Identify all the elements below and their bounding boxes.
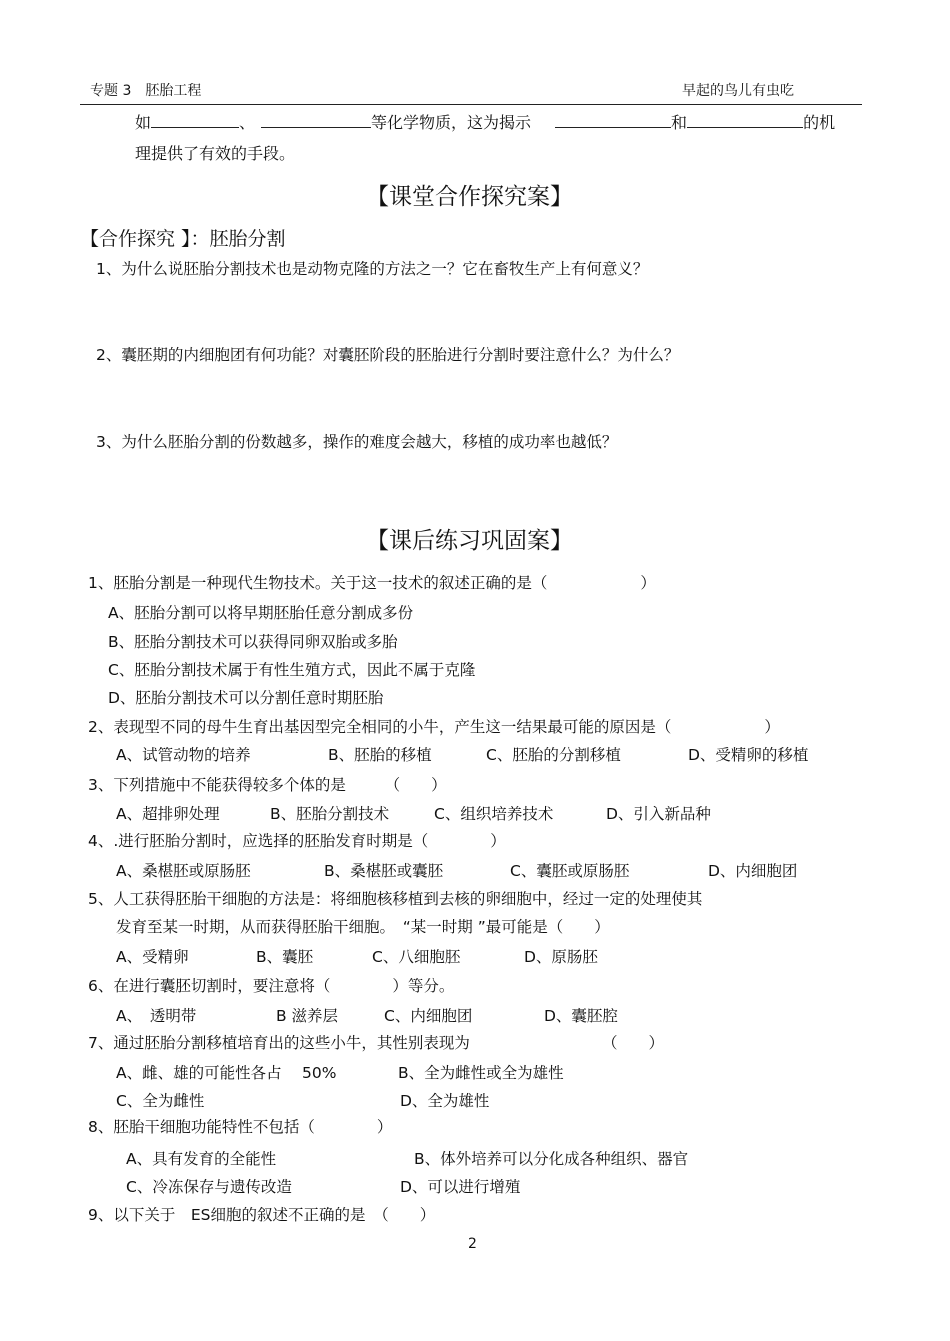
q8-option-c: C、冷冻保存与遗传改造 <box>126 1178 292 1196</box>
blank-3 <box>555 111 671 128</box>
section-subtitle: 【合作探究 】：胚胎分割 <box>80 228 286 250</box>
q5-option-b: B、囊胚 <box>256 948 314 966</box>
question-3: 3、为什么胚胎分割的份数越多，操作的难度会越大，移植的成功率也越低？ <box>96 433 618 451</box>
q8-option-d: D、可以进行增殖 <box>400 1178 521 1196</box>
intro-text-e: 的机 <box>803 113 836 132</box>
q3-option-d: D、引入新品种 <box>606 805 711 823</box>
q3-option-a: A、超排卵处理 <box>116 805 220 823</box>
q8-stem: 8、胚胎干细胞功能特性不包括（ ） <box>88 1118 393 1136</box>
q3-stem: 3、下列措施中不能获得较多个体的是 （ ） <box>88 776 447 794</box>
q1-stem: 1、胚胎分割是一种现代生物技术。关于这一技术的叙述正确的是（ ） <box>88 574 656 592</box>
q4-stem: 4、.进行胚胎分割时，应选择的胚胎发育时期是（ ） <box>88 832 506 850</box>
header-rule <box>80 104 862 105</box>
blank-1 <box>151 111 239 128</box>
q7-option-d: D、全为雄性 <box>400 1092 490 1110</box>
q9-stem: 9、以下关于 ES细胞的叙述不正确的是 （ ） <box>88 1206 436 1224</box>
q6-option-c: C、内细胞团 <box>384 1007 473 1025</box>
q8-option-b: B、体外培养可以分化成各种组织、器官 <box>414 1150 689 1168</box>
q5-option-a: A、受精卵 <box>116 948 189 966</box>
q4-option-b: B、桑椹胚或囊胚 <box>324 862 444 880</box>
q7-option-c: C、全为雌性 <box>116 1092 205 1110</box>
page-number: 2 <box>468 1236 477 1252</box>
q6-stem: 6、在进行囊胚切割时，要注意将（ ）等分。 <box>88 977 455 995</box>
header-left: 专题 3 胚胎工程 <box>90 83 202 99</box>
blank-4 <box>687 111 803 128</box>
q6-option-b: B 滋养层 <box>276 1007 339 1025</box>
intro-text-d: 和 <box>671 113 688 132</box>
intro-line-2: 理提供了有效的手段。 <box>135 144 296 163</box>
q1-option-c: C、胚胎分割技术属于有性生殖方式，因此不属于克隆 <box>108 661 476 679</box>
q4-option-c: C、囊胚或原肠胚 <box>510 862 630 880</box>
q3-option-b: B、胚胎分割技术 <box>270 805 390 823</box>
q5-stem-line-2: 发育至某一时期，从而获得胚胎干细胞。 “某一时期 ”最可能是（ ） <box>116 918 610 936</box>
q5-option-d: D、原肠胚 <box>524 948 598 966</box>
q4-option-d: D、内细胞团 <box>708 862 798 880</box>
q7-answer-paren: （ ） <box>602 1034 665 1052</box>
intro-text-a: 如 <box>135 113 152 132</box>
q2-option-d: D、受精卵的移植 <box>688 746 809 764</box>
q5-option-c: C、八细胞胚 <box>372 948 461 966</box>
q6-option-d: D、囊胚腔 <box>544 1007 618 1025</box>
intro-line-1 <box>135 110 835 133</box>
q4-option-a: A、桑椹胚或原肠胚 <box>116 862 251 880</box>
section-title-practice: 【课后练习巩固案】 <box>366 528 573 554</box>
q1-option-b: B、胚胎分割技术可以获得同卵双胎或多胎 <box>108 633 398 651</box>
q7-option-a: A、雌、雄的可能性各占 50% <box>116 1064 337 1082</box>
question-2: 2、囊胚期的内细胞团有何功能？对囊胚阶段的胚胎进行分割时要注意什么？为什么？ <box>96 346 680 364</box>
q5-stem-line-1: 5、人工获得胚胎干细胞的方法是：将细胞核移植到去核的卵细胞中，经过一定的处理使其 <box>88 890 703 908</box>
intro-text-c: 等化学物质，这为揭示 <box>371 113 532 132</box>
section-title-cooperative: 【课堂合作探究案】 <box>366 184 573 210</box>
intro-text-b: 、 <box>239 113 256 132</box>
q2-option-b: B、胚胎的移植 <box>328 746 432 764</box>
question-1: 1、为什么说胚胎分割技术也是动物克隆的方法之一？它在畜牧生产上有何意义？ <box>96 260 649 278</box>
q7-stem: 7、通过胚胎分割移植培育出的这些小牛，其性别表现为 <box>88 1034 470 1052</box>
q2-option-c: C、胚胎的分割移植 <box>486 746 621 764</box>
blank-2 <box>261 111 371 128</box>
q7-option-b: B、全为雌性或全为雄性 <box>398 1064 564 1082</box>
header-right: 早起的鸟儿有虫吃 <box>682 83 794 99</box>
q3-option-c: C、组织培养技术 <box>434 805 554 823</box>
q6-option-a: A、 透明带 <box>116 1007 197 1025</box>
q2-option-a: A、试管动物的培养 <box>116 746 251 764</box>
q1-option-d: D、胚胎分割技术可以分割任意时期胚胎 <box>108 689 384 707</box>
q2-stem: 2、表现型不同的母牛生育出基因型完全相同的小牛，产生这一结果最可能的原因是（ ） <box>88 718 780 736</box>
q8-option-a: A、具有发育的全能性 <box>126 1150 277 1168</box>
q1-option-a: A、胚胎分割可以将早期胚胎任意分割成多份 <box>108 604 414 622</box>
